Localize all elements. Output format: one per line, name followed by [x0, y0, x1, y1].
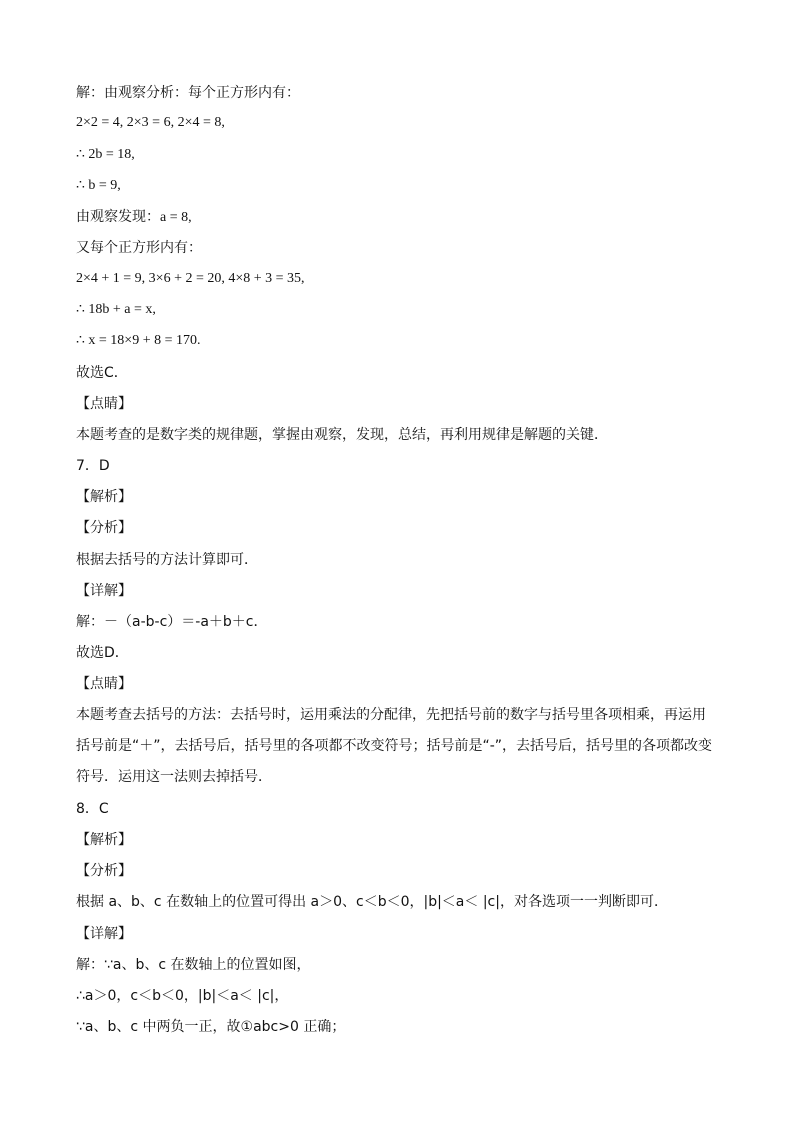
q8-fenxi-text: 根据 a、b、c 在数轴上的位置可得出 a＞0、c＜b＜0，|b|＜a＜ |c|，对各选项一一判断即可．	[76, 894, 668, 910]
q8-detail-2: ∴a＞0，c＜b＜0，|b|＜a＜ |c|，	[76, 988, 289, 1004]
q6-line-5-math: a = 8,	[160, 210, 192, 225]
q6-answer: 故选C．	[76, 365, 128, 381]
q6-summary: 本题考查的是数字类的规律题，掌握由观察，发现，总结，再利用规律是解题的关键．	[76, 427, 608, 443]
q6-line-5	[76, 207, 192, 228]
q7-jiexi-heading: 【解析】	[76, 489, 132, 505]
q6-line-1: 解：由观察分析：每个正方形内有：	[76, 85, 300, 101]
q7-summary: 本题考查去括号的方法：去括号时，运用乘法的分配律，先把括号前的数字与括号里各项相乘，再运用括号前是“＋”，去括号后，括号里的各项都不改变符号；括号前是“-”，去括号后，括号里的各项都改变符号．运用这一法则去掉括号．	[76, 707, 713, 785]
q8-jiexi-heading: 【解析】	[76, 832, 132, 848]
q6-line-2: 2×2 = 4, 2×3 = 6, 2×4 = 8,	[76, 115, 225, 130]
q7-fenxi-heading: 【分析】	[76, 520, 132, 536]
q8-fenxi-heading: 【分析】	[76, 863, 132, 879]
q7-dianjing-heading: 【点睛】	[76, 676, 132, 692]
q7-solution: 解：－（a-b-c）＝-a＋b＋c．	[76, 614, 268, 630]
q6-line-8: ∴ 18b + a = x,	[76, 302, 156, 317]
q6-line-9: ∴ x = 18×9 + 8 = 170.	[76, 333, 201, 348]
q7-xiangjie-heading: 【详解】	[76, 583, 132, 599]
q6-line-4: ∴ b = 9,	[76, 178, 121, 193]
q8-detail-1: 解：∵a、b、c 在数轴上的位置如图，	[76, 957, 311, 973]
q6-line-5-text: 由观察发现：	[76, 209, 160, 225]
q8-detail-3: ∵a、b、c 中两负一正，故①abc>0 正确；	[76, 1019, 346, 1035]
q7-answer: 故选D．	[76, 645, 129, 661]
q7-fenxi-text: 根据去括号的方法计算即可．	[76, 552, 258, 568]
q8-xiangjie-heading: 【详解】	[76, 926, 132, 942]
q7-number: 7．D	[76, 458, 110, 474]
q6-line-7: 2×4 + 1 = 9, 3×6 + 2 = 20, 4×8 + 3 = 35,	[76, 271, 305, 286]
q8-number: 8．C	[76, 801, 109, 817]
q6-line-6: 又每个正方形内有：	[76, 240, 202, 256]
q6-line-3: ∴ 2b = 18,	[76, 147, 135, 162]
q6-dianjing-heading: 【点睛】	[76, 396, 132, 412]
